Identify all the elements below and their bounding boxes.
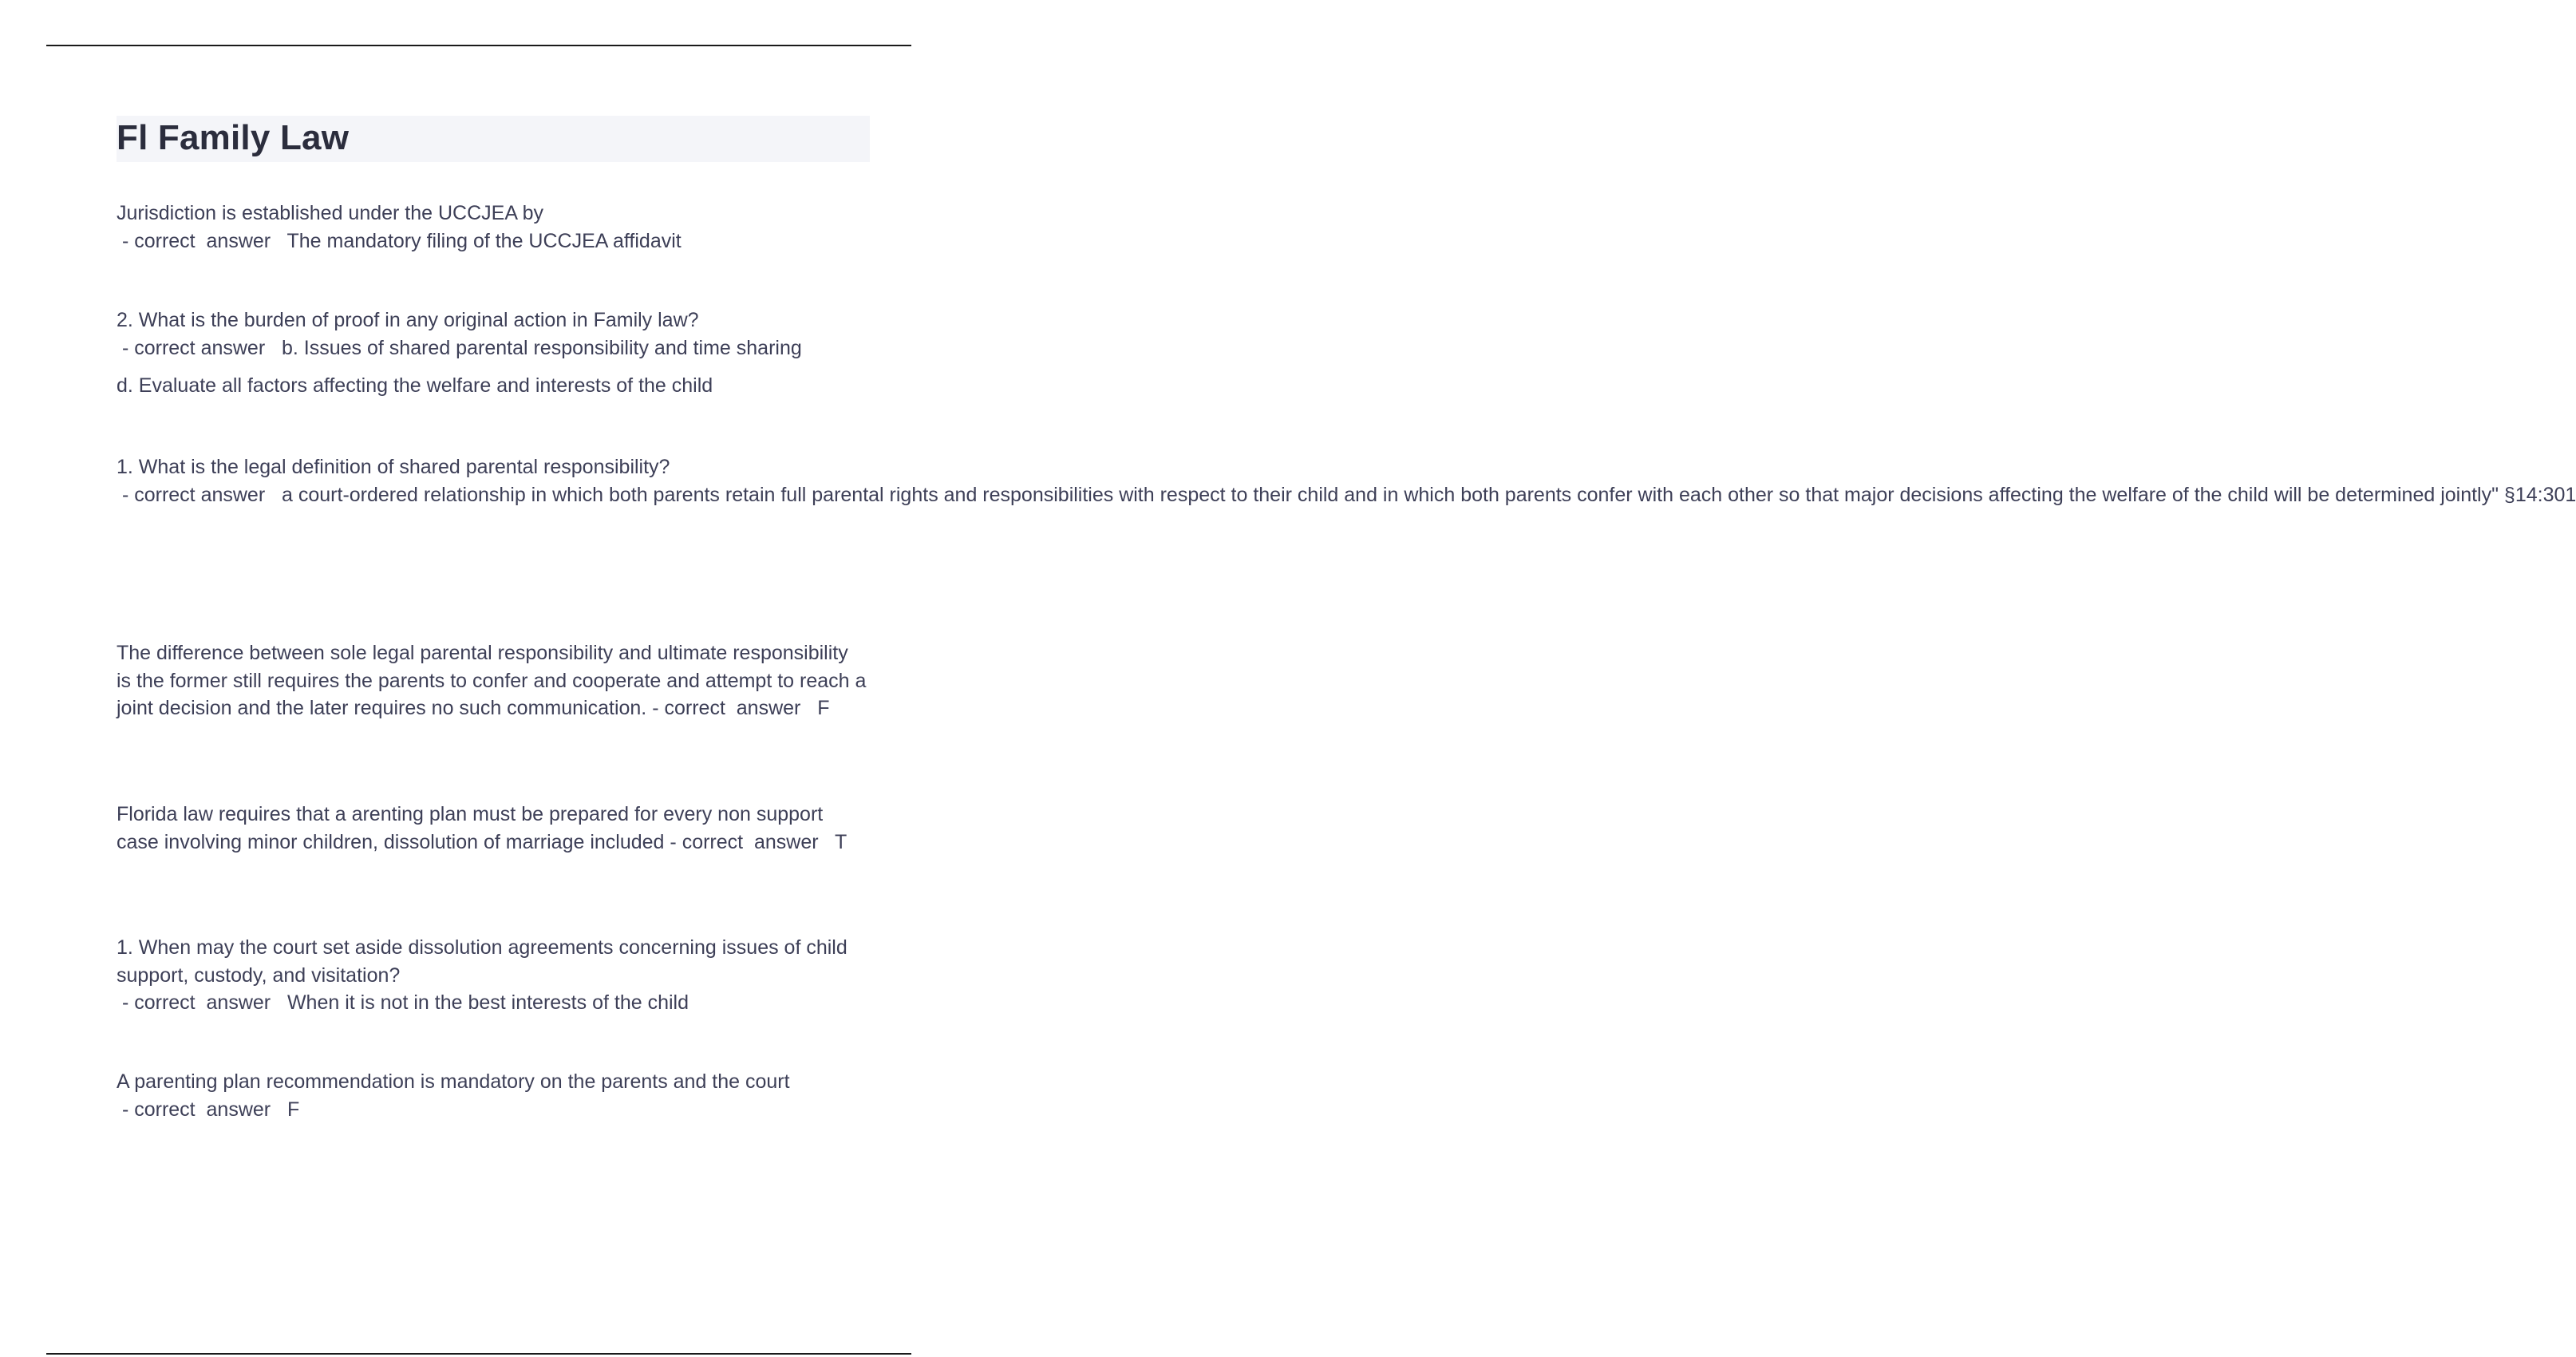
- qa-item-2-extra: d. Evaluate all factors affecting the welfare and interests of the child: [117, 374, 713, 397]
- qa-item-4: [117, 639, 867, 722]
- question-text: Florida law requires that a arenting plan must be prepared for every non support case involving minor children, dissolution of marriage included: [117, 803, 824, 853]
- qa-item-3: [117, 453, 2576, 508]
- qa-item-2: [117, 307, 867, 362]
- answer-label: correct answer: [664, 697, 801, 719]
- qa-item-5: [117, 801, 867, 856]
- answer-label: correct answer: [134, 229, 271, 252]
- separator: -: [117, 991, 135, 1014]
- answer-label: correct answer: [134, 1098, 271, 1121]
- answer-text: F: [271, 1098, 300, 1121]
- qa-item-6: [117, 934, 867, 1017]
- document-title: Fl Family Law: [117, 118, 350, 157]
- question-text: Jurisdiction is established under the UCCJEA by: [117, 202, 543, 224]
- answer-label: correct answer: [134, 336, 266, 359]
- answer-label: correct answer: [134, 483, 266, 506]
- bottom-rule: [46, 1353, 911, 1355]
- answer-label: correct answer: [134, 991, 271, 1014]
- question-text: 1. What is the legal definition of shared parental responsibility?: [117, 456, 670, 478]
- answer-text: T: [818, 830, 847, 853]
- separator: -: [664, 830, 682, 853]
- question-text: 2. What is the burden of proof in any original action in Family law?: [117, 309, 699, 331]
- separator: -: [117, 229, 135, 252]
- answer-text: b. Issues of shared parental responsibility and time sharing: [265, 336, 802, 359]
- separator: -: [117, 483, 135, 506]
- separator: -: [646, 697, 665, 719]
- answer-label: correct answer: [682, 830, 819, 853]
- answer-text: a court-ordered relationship in which both parents retain full parental rights and responsibilities with respect to their child and in which both parents confer with each other so that major decisions affecting the welfare of the child will be determined jointly" §14:301: [265, 483, 2576, 506]
- answer-text: The mandatory filing of the UCCJEA affidavit: [271, 229, 682, 252]
- answer-text: When it is not in the best interests of the child: [271, 991, 689, 1014]
- question-text: A parenting plan recommendation is mandatory on the parents and the court: [117, 1070, 790, 1093]
- question-text: 1. When may the court set aside dissolution agreements concerning issues of child support, custody, and visitation?: [117, 936, 847, 987]
- answer-text: F: [800, 697, 830, 719]
- separator: -: [117, 1098, 135, 1121]
- qa-item-7: [117, 1068, 867, 1123]
- qa-item-1: [117, 200, 867, 255]
- separator: -: [117, 336, 135, 359]
- top-rule: [46, 45, 911, 46]
- question-text: The difference between sole legal parental responsibility and ultimate responsibility is the former still requires the parents to confer and cooperate and attempt to reach a joint decision and the later requires no such communication.: [117, 642, 867, 719]
